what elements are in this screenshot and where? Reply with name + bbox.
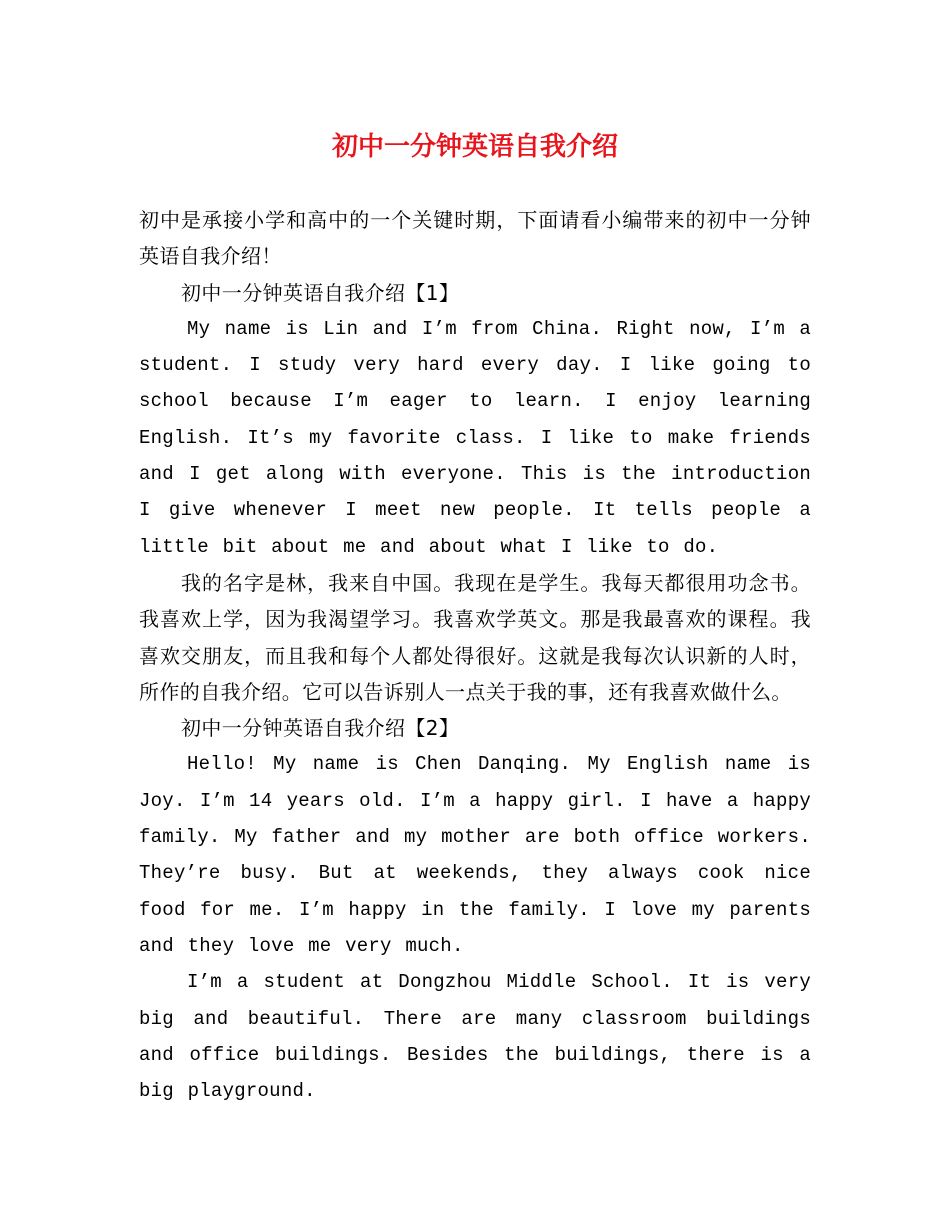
section-2-english-paragraph-2: I’m a student at Dongzhou Middle School. It is very big and beautiful. There are many classroom buildings and office buildings. Besides the buildings, there is a big playground.: [139, 971, 811, 1103]
section-1-chinese-paragraph: 我的名字是林，我来自中国。我现在是学生。我每天都很用功念书。我喜欢上学，因为我渴望学习。我喜欢学英文。那是我最喜欢的课程。我喜欢交朋友，而且我和每个人都处得很好。这就是我每次认识新的人时，所作的自我介绍。它可以告诉别人一点关于我的事，还有我喜欢做什么。: [139, 570, 811, 704]
section-1-english-paragraph: My name is Lin and I’m from China. Right now, I’m a student. I study very hard every day. I like going to school because I’m eager to learn. I enjoy learning English. It’s my favorite class. I like to make friends and I get along with everyone. This is the introduction I give whenever I meet new people. It tells people a little bit about me and about what I like to do.: [139, 317, 811, 558]
intro-paragraph: 初中是承接小学和高中的一个关键时期，下面请看小编带来的初中一分钟英语自我介绍！: [139, 208, 811, 269]
document-body: [139, 202, 811, 1109]
section-2-english-paragraph-1: Hello! My name is Chen Danqing. My English name is Joy. I’m 14 years old. I’m a happy girl. I have a happy family. My father and my mother are both office workers. They’re busy. But at weekends, they always cook nice food for me. I’m happy in the family. I love my parents and they love me very much.: [139, 753, 811, 957]
document-title: 初中一分钟英语自我介绍: [331, 132, 618, 162]
section-2-heading: 初中一分钟英语自我介绍【2】: [181, 716, 460, 741]
section-1-heading: 初中一分钟英语自我介绍【1】: [181, 280, 460, 305]
